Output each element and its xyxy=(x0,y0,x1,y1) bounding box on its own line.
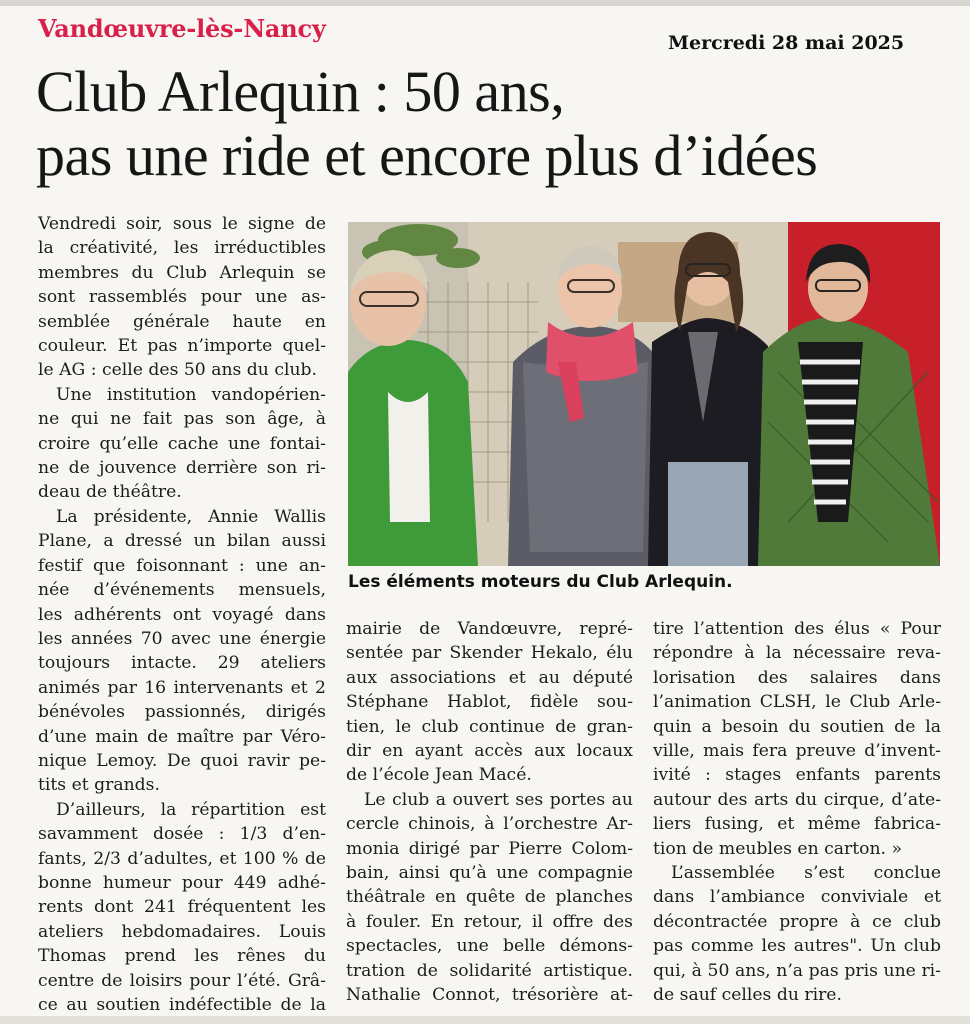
text-line: semblée générale haute en xyxy=(38,311,326,332)
article-column-2 xyxy=(346,617,633,1008)
text-line: tire l’attention des élus « Pour xyxy=(653,619,941,639)
text-line: animés par 16 intervenants et 2 xyxy=(38,677,326,698)
text-line: autour des arts du cirque, d’ate- xyxy=(653,789,941,810)
text-line: les années 70 avec une énergie xyxy=(38,628,326,649)
section-heading: Vandœuvre-lès-Nancy xyxy=(38,14,326,43)
headline-line: Club Arlequin : 50 ans, xyxy=(36,59,565,124)
text-line: L’assemblée s’est conclue xyxy=(671,863,941,884)
paragraph xyxy=(38,383,326,505)
text-line: la créativité, les irréductibles xyxy=(38,238,326,259)
text-line: bain, ainsi qu’à une compagnie xyxy=(346,863,633,884)
text-line: tration de solidarité artistique. xyxy=(346,960,633,981)
text-line: liers fusing, et même fabrica- xyxy=(653,814,941,835)
paragraph xyxy=(38,505,326,798)
text-line: à fouler. En retour, il offre des xyxy=(346,911,633,932)
text-line: théâtrale en quête de planches xyxy=(346,887,633,908)
text-line: les adhérents ont voyagé dans xyxy=(38,604,326,625)
headline-line: pas une ride et encore plus d’idées xyxy=(36,123,818,188)
paragraph xyxy=(653,861,941,1007)
text-line: rents dont 241 fréquentent les xyxy=(38,897,326,918)
group-photo xyxy=(348,222,940,566)
photo-caption: Les éléments moteurs du Club Arlequin. xyxy=(348,572,733,592)
text-line: sont rassemblés pour une as- xyxy=(38,287,326,308)
text-line: Une institution vandopérien- xyxy=(56,384,326,405)
text-line: ne de jouvence derrière son ri- xyxy=(38,458,326,479)
text-line: de sauf celles du rire. xyxy=(653,985,842,1006)
text-line: le AG : celle des 50 ans du club. xyxy=(38,360,318,381)
text-line: tien, le club continue de gran- xyxy=(346,716,633,737)
paragraph xyxy=(653,617,941,861)
group-photo-illustration xyxy=(348,222,940,566)
text-line: l’animation CLSH, le Club Arle- xyxy=(653,692,941,713)
text-line: cercle chinois, à l’orchestre Ar- xyxy=(346,814,633,835)
text-line: toujours intacte. 29 ateliers xyxy=(38,653,326,674)
text-line: Stéphane Hablot, fidèle sou- xyxy=(346,692,633,713)
text-line: ce au soutien indéfectible de la xyxy=(38,995,326,1015)
text-line: tion de meubles en carton. » xyxy=(653,838,902,859)
paragraph xyxy=(346,788,633,1008)
text-line: bénévoles passionnés, dirigés xyxy=(38,702,326,723)
scan-top-edge xyxy=(0,0,970,6)
text-line: couleur. Et pas n’importe quel- xyxy=(38,336,326,357)
text-line: tits et grands. xyxy=(38,775,160,796)
article-column-1 xyxy=(38,212,326,1017)
text-line: Plane, a dressé un bilan aussi xyxy=(38,531,326,552)
text-line: ne qui ne fait pas son âge, à xyxy=(38,409,326,430)
article-column-3 xyxy=(653,617,941,1008)
text-line: Thomas prend les rênes du xyxy=(38,946,326,967)
scan-bottom-edge xyxy=(0,1016,970,1024)
text-line: répondre à la nécessaire reva- xyxy=(653,643,941,664)
text-line: quin a besoin du soutien de la xyxy=(653,716,941,737)
text-line: croire qu’elle cache une fontai- xyxy=(38,433,326,454)
publication-date: Mercredi 28 mai 2025 xyxy=(668,32,905,54)
text-line: festif que foisonnant : une an- xyxy=(38,555,326,576)
text-line: pas comme les autres". Un club xyxy=(653,936,941,957)
text-line: ville, mais fera preuve d’invent- xyxy=(653,741,941,762)
text-line: fants, 2/3 d’adultes, et 100 % de xyxy=(38,848,326,869)
text-line: née d’événements mensuels, xyxy=(38,580,326,601)
paragraph xyxy=(38,212,326,383)
headline xyxy=(36,60,946,188)
text-line: deau de théâtre. xyxy=(38,482,182,503)
paragraph xyxy=(38,798,326,1018)
text-line: dans l’ambiance conviviale et xyxy=(653,887,941,908)
text-line: savamment dosée : 1/3 d’en- xyxy=(38,824,326,845)
text-line: mairie de Vandœuvre, repré- xyxy=(346,619,633,639)
text-line: qui, à 50 ans, n’a pas pris une ri- xyxy=(653,960,941,981)
text-line: nique Lemoy. De quoi ravir pe- xyxy=(38,750,326,771)
paragraph xyxy=(346,617,633,788)
text-line: ateliers hebdomadaires. Louis xyxy=(38,921,326,942)
text-line: dir en ayant accès aux locaux xyxy=(346,741,633,762)
text-line: centre de loisirs pour l’été. Grâ- xyxy=(38,970,326,991)
text-line: Vendredi soir, sous le signe de xyxy=(38,214,326,234)
text-line: La présidente, Annie Wallis xyxy=(56,506,326,527)
text-line: membres du Club Arlequin se xyxy=(38,262,326,283)
text-line: bonne humeur pour 449 adhé- xyxy=(38,872,326,893)
text-line: aux associations et au député xyxy=(346,667,633,688)
text-line: Nathalie Connot, trésorière at- xyxy=(346,985,633,1006)
text-line: lorisation des salaires dans xyxy=(653,667,941,688)
text-line: Le club a ouvert ses portes au xyxy=(364,789,633,810)
text-line: de l’école Jean Macé. xyxy=(346,765,532,786)
text-line: d’une main de maître par Véro- xyxy=(38,726,326,747)
text-line: ivité : stages enfants parents xyxy=(653,765,941,786)
text-line: monia dirigé par Pierre Colom- xyxy=(346,838,633,859)
text-line: décontractée propre à ce club xyxy=(653,911,941,932)
text-line: sentée par Skender Hekalo, élu xyxy=(346,643,633,664)
text-line: spectacles, une belle démons- xyxy=(346,936,633,957)
text-line: D’ailleurs, la répartition est xyxy=(56,799,326,820)
